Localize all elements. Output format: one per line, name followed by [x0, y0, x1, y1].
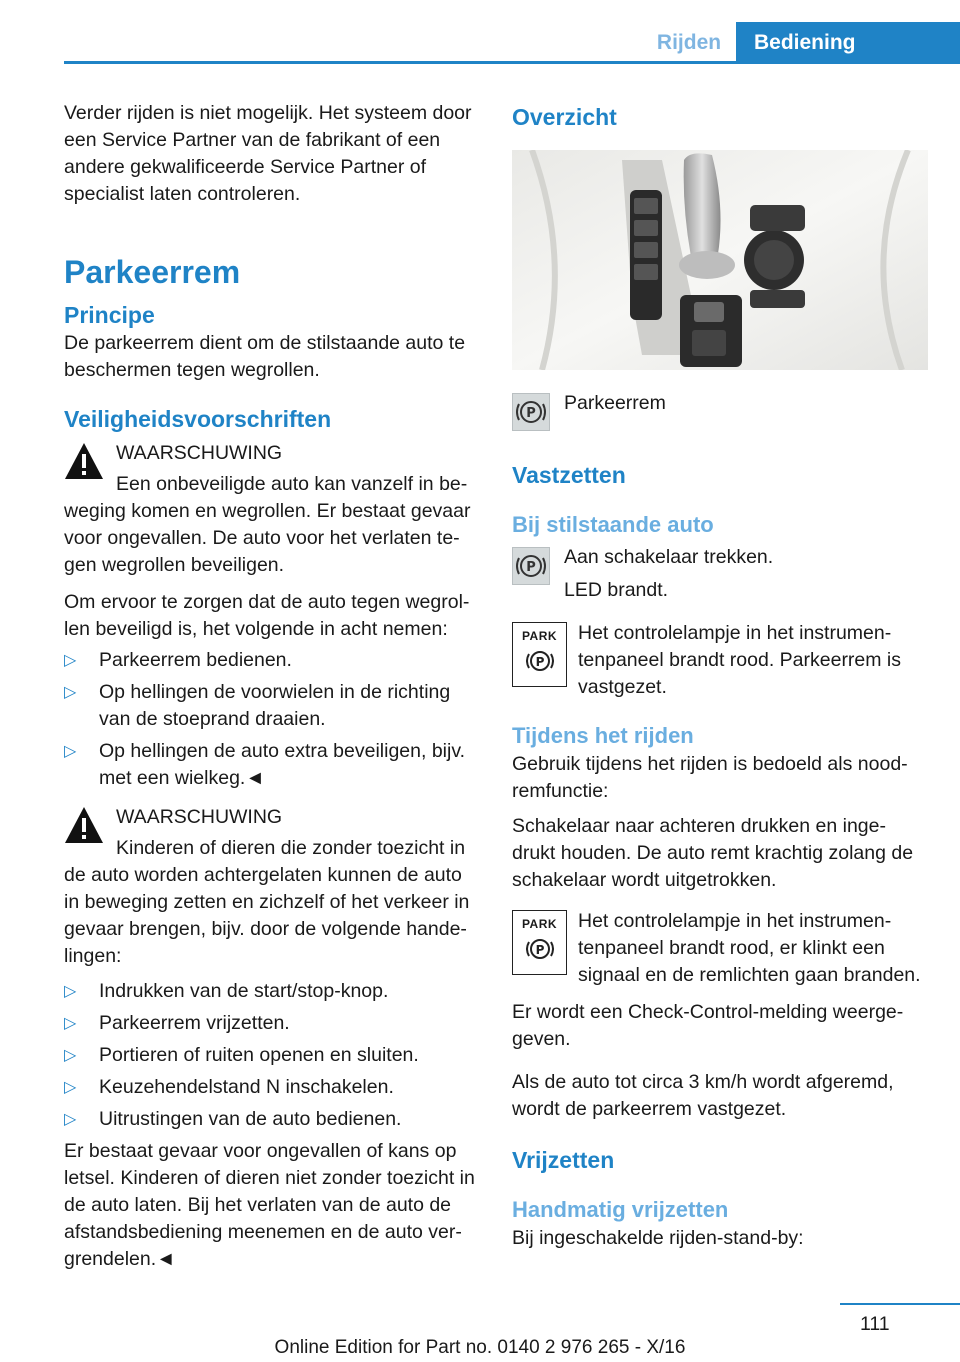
list-item: ▷ Op hellingen de voorwielen in de richting van de stoeprand draaien.	[64, 681, 451, 730]
rijden-text-4: Als de auto tot circa 3 km/h wordt afgeremd, wordt de parkeerrem vastgezet.	[512, 1071, 894, 1120]
rijden-text-1: Gebruik tijdens het rijden is bedoeld als nood‐ remfunctie:	[512, 753, 908, 802]
bullet-triangle-icon: ▷	[64, 652, 77, 669]
bullet-triangle-icon: ▷	[64, 1079, 77, 1096]
heading-vastzetten: Vastzetten	[512, 462, 626, 488]
park-text-1: Het controlelampje in het instrumen‐ tenpaneel brandt rood. Parkeerrem is vastgezet.	[578, 622, 902, 698]
svg-text:P: P	[535, 943, 545, 957]
warning-triangle-icon	[64, 806, 104, 844]
header-tab-bediening[interactable]: Bediening	[736, 22, 960, 64]
warning-block-1	[64, 440, 478, 579]
svg-text:P: P	[526, 560, 536, 575]
footer-rule	[840, 1303, 960, 1305]
footer-edition: Online Edition for Part no. 0140 2 976 265 - X/16	[274, 1337, 686, 1358]
warning-1-intro: Om ervoor te zorgen dat de auto tegen wegrol‐ len beveiligd is, het volgende in acht nemen:	[64, 591, 470, 640]
header-tab-rijden[interactable]: Rijden	[656, 31, 722, 54]
bullet-triangle-icon: ▷	[64, 1047, 77, 1064]
list-precautions	[64, 647, 478, 792]
heading-principe: Principe	[64, 302, 155, 328]
warning-1-text: Een onbeveiligde auto kan vanzelf in be‐ weging komen en wegrollen. Er bestaat gevaar voor ongevallen. De auto voor het verlaten te‐ gen wegrollen beveiligen.	[64, 473, 471, 576]
closing-paragraph: Er bestaat gevaar voor ongevallen of kans op letsel. Kinderen of dieren niet zonder toezicht in de auto laten. Bij het verlaten van de auto de afstandsbediening meenemen en de auto ver‐ grendelen.◄	[64, 1140, 475, 1270]
heading-bij-stilstaande-auto: Bij stilstaande auto	[512, 512, 714, 537]
stil-line-2: LED brandt.	[564, 579, 669, 601]
list-item: ▷ Uitrustingen van de auto bedienen.	[64, 1106, 478, 1133]
list-item: ▷ Parkeerrem vrijzetten.	[64, 1010, 478, 1037]
bullet-triangle-icon: ▷	[64, 1015, 77, 1032]
stilstaand-instruction	[512, 544, 932, 604]
park-indicator-icon: PARK P	[512, 910, 567, 975]
parking-brake-switch-icon	[512, 547, 550, 585]
heading-veiligheidsvoorschriften: Veiligheidsvoorschriften	[64, 406, 332, 432]
park-text-2: Het controlelampje in het instrumen‐ tenpaneel brandt rood, er klinkt een signaal en de remlichten gaan branden.	[578, 910, 921, 986]
park-indicator-icon: PARK P	[512, 622, 567, 687]
list-child-actions	[64, 978, 478, 1133]
page-number: 111	[860, 1313, 890, 1335]
handmatig-text: Bij ingeschakelde rijden-stand-by:	[512, 1227, 804, 1249]
bullet-triangle-icon: ▷	[64, 983, 77, 1000]
parking-brake-switch-icon	[512, 393, 550, 431]
svg-text:P: P	[526, 406, 536, 421]
section-title-parkeerrem: Parkeerrem	[64, 254, 241, 290]
bullet-triangle-icon: ▷	[64, 684, 77, 701]
list-item: ▷ Indrukken van de start/stop-knop.	[64, 978, 478, 1005]
heading-handmatig-vrijzetten: Handmatig vrijzetten	[512, 1197, 729, 1222]
bullet-triangle-icon: ▷	[64, 743, 77, 760]
list-item: ▷ Parkeerrem bedienen.	[64, 647, 478, 674]
center-console-illustration	[512, 150, 928, 370]
rijden-text-3: Er wordt een Check-Control-melding weerge‐ geven.	[512, 1001, 904, 1050]
warning-block-2	[64, 804, 478, 970]
park-indicator-block-1	[512, 620, 932, 701]
heading-vrijzetten: Vrijzetten	[512, 1147, 615, 1173]
list-item: ▷ Portieren of ruiten openen en sluiten.	[64, 1042, 478, 1069]
principle-text: De parkeerrem dient om de stilstaande auto te beschermen tegen wegrollen.	[64, 332, 466, 381]
parkeerrem-legend	[512, 390, 932, 432]
bullet-triangle-icon: ▷	[64, 1111, 77, 1128]
heading-tijdens-het-rijden: Tijdens het rijden	[512, 723, 694, 748]
warning-2-title: WAARSCHUWING	[116, 806, 283, 828]
rijden-text-2: Schakelaar naar achteren drukken en inge‐ drukt houden. De auto remt krachtig zolang de schakelaar wordt uitgetrokken.	[512, 815, 914, 891]
center-console-photo	[512, 150, 928, 370]
warning-1-title: WAARSCHUWING	[116, 442, 283, 464]
heading-overzicht: Overzicht	[512, 104, 617, 130]
stil-line-1: Aan schakelaar trekken.	[564, 546, 774, 568]
intro-paragraph: Verder rijden is niet mogelijk. Het systeem door een Service Partner van de fabrikant of een andere gekwalificeerde Service Partner of specialist laten controleren.	[64, 102, 472, 205]
list-item: ▷ Op hellingen de auto extra beveiligen, bijv. met een wielkeg.◄	[64, 740, 466, 789]
list-item: ▷ Keuzehendelstand N inschakelen.	[64, 1074, 478, 1101]
svg-text:P: P	[535, 655, 545, 669]
warning-triangle-icon	[64, 442, 104, 480]
header-rule	[64, 61, 960, 64]
left-column	[64, 100, 478, 1273]
park-indicator-block-2	[512, 908, 932, 989]
warning-2-text: Kinderen of dieren die zonder toezicht in de auto worden achtergelaten kunnen de auto in beweging zetten en zichzelf of het verkeer in gevaar brengen, bijv. door de volgende hande‐ lingen:	[64, 837, 470, 967]
parkeerrem-label: Parkeerrem	[564, 392, 666, 414]
right-column	[512, 100, 932, 1252]
